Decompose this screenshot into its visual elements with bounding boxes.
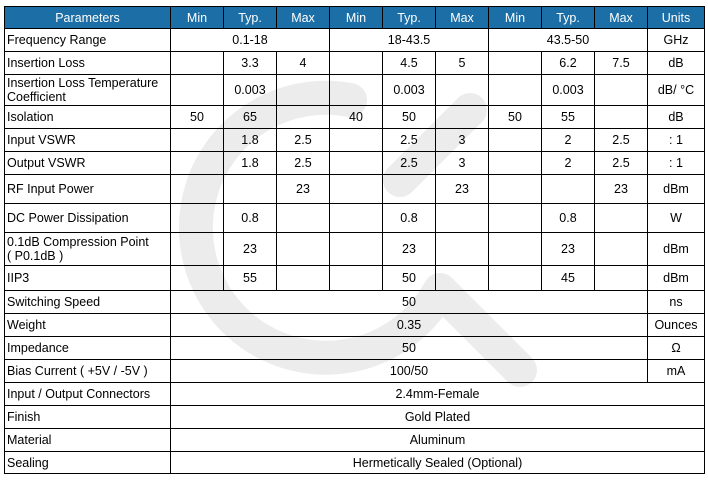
typ-1: 1.8 (224, 129, 277, 152)
row-finish (5, 406, 705, 429)
max-3 (595, 106, 648, 129)
header-units: Units (648, 7, 705, 29)
typ-3: 0.8 (542, 204, 595, 233)
min-2 (330, 152, 383, 175)
typ-3: 6.2 (542, 52, 595, 75)
typ-2: 2.5 (383, 129, 436, 152)
header-row (5, 7, 705, 29)
typ-1: 0.003 (224, 75, 277, 106)
row-connectors (5, 383, 705, 406)
value-cell: 50 (171, 337, 648, 360)
min-3 (489, 129, 542, 152)
param-label: Material (5, 429, 171, 452)
unit-cell: ns (648, 291, 705, 314)
min-2 (330, 233, 383, 266)
param-label: Finish (5, 406, 171, 429)
unit-cell: W (648, 204, 705, 233)
value-cell: Hermetically Sealed (Optional) (171, 452, 705, 474)
unit-cell: : 1 (648, 152, 705, 175)
row-insertion-loss-temp-coeff (5, 75, 705, 106)
min-3 (489, 266, 542, 291)
typ-3: 2 (542, 129, 595, 152)
band-2-range: 18-43.5 (330, 29, 489, 52)
row-material (5, 429, 705, 452)
max-2 (436, 204, 489, 233)
row-input-vswr (5, 129, 705, 152)
min-2 (330, 204, 383, 233)
min-1 (171, 75, 224, 106)
min-1 (171, 266, 224, 291)
max-1 (277, 266, 330, 291)
row-rf-input-power (5, 175, 705, 204)
unit-cell: Ounces (648, 314, 705, 337)
value-cell: Aluminum (171, 429, 705, 452)
min-1 (171, 233, 224, 266)
value-cell: 100/50 (171, 360, 648, 383)
header-typ-1: Typ. (224, 7, 277, 29)
row-output-vswr (5, 152, 705, 175)
typ-1: 0.8 (224, 204, 277, 233)
row-isolation (5, 106, 705, 129)
param-label-line1: 0.1dB Compression Point (7, 235, 149, 249)
header-min-3: Min (489, 7, 542, 29)
min-1 (171, 52, 224, 75)
typ-2: 0.003 (383, 75, 436, 106)
max-3: 7.5 (595, 52, 648, 75)
typ-1 (224, 175, 277, 204)
typ-2: 0.8 (383, 204, 436, 233)
header-min-1: Min (171, 7, 224, 29)
header-typ-3: Typ. (542, 7, 595, 29)
max-1: 2.5 (277, 129, 330, 152)
typ-1: 3.3 (224, 52, 277, 75)
specifications-table (4, 6, 705, 474)
min-3: 50 (489, 106, 542, 129)
max-1 (277, 204, 330, 233)
header-parameters: Parameters (5, 7, 171, 29)
max-3: 2.5 (595, 152, 648, 175)
param-label: Impedance (5, 337, 171, 360)
max-2: 23 (436, 175, 489, 204)
typ-1: 23 (224, 233, 277, 266)
max-2 (436, 266, 489, 291)
value-cell: 50 (171, 291, 648, 314)
row-sealing (5, 452, 705, 474)
row-insertion-loss (5, 52, 705, 75)
max-2 (436, 233, 489, 266)
max-2 (436, 106, 489, 129)
unit-cell: dBm (648, 266, 705, 291)
typ-1: 65 (224, 106, 277, 129)
min-3 (489, 175, 542, 204)
min-3 (489, 233, 542, 266)
param-label: DC Power Dissipation (5, 204, 171, 233)
unit-cell: : 1 (648, 129, 705, 152)
param-label: Bias Current ( +5V / -5V ) (5, 360, 171, 383)
header-max-1: Max (277, 7, 330, 29)
param-label: Switching Speed (5, 291, 171, 314)
row-impedance (5, 337, 705, 360)
max-2: 5 (436, 52, 489, 75)
band-1-range: 0.1-18 (171, 29, 330, 52)
max-1 (277, 106, 330, 129)
row-dc-power-dissipation (5, 204, 705, 233)
unit-cell: Ω (648, 337, 705, 360)
min-2 (330, 75, 383, 106)
max-2 (436, 75, 489, 106)
band-3-range: 43.5-50 (489, 29, 648, 52)
max-1 (277, 75, 330, 106)
max-2: 3 (436, 129, 489, 152)
min-1 (171, 204, 224, 233)
param-label: Weight (5, 314, 171, 337)
min-2 (330, 129, 383, 152)
unit-cell: dB (648, 106, 705, 129)
max-3 (595, 204, 648, 233)
param-label: RF Input Power (5, 175, 171, 204)
min-2: 40 (330, 106, 383, 129)
typ-2: 50 (383, 106, 436, 129)
max-3 (595, 75, 648, 106)
min-3 (489, 75, 542, 106)
typ-1: 55 (224, 266, 277, 291)
param-label: Isolation (5, 106, 171, 129)
min-1 (171, 152, 224, 175)
param-label: Sealing (5, 452, 171, 474)
row-weight (5, 314, 705, 337)
max-2: 3 (436, 152, 489, 175)
min-3 (489, 52, 542, 75)
max-1: 23 (277, 175, 330, 204)
max-3: 2.5 (595, 129, 648, 152)
min-1: 50 (171, 106, 224, 129)
typ-2: 50 (383, 266, 436, 291)
max-1: 2.5 (277, 152, 330, 175)
param-label: Output VSWR (5, 152, 171, 175)
row-switching-speed (5, 291, 705, 314)
row-frequency-range (5, 29, 705, 52)
header-typ-2: Typ. (383, 7, 436, 29)
param-label: Input / Output Connectors (5, 383, 171, 406)
typ-3 (542, 175, 595, 204)
header-max-3: Max (595, 7, 648, 29)
unit-cell: dB/ °C (648, 75, 705, 106)
param-label: Frequency Range (5, 29, 171, 52)
typ-2: 4.5 (383, 52, 436, 75)
max-1 (277, 233, 330, 266)
typ-1: 1.8 (224, 152, 277, 175)
typ-3: 23 (542, 233, 595, 266)
typ-3: 0.003 (542, 75, 595, 106)
header-min-2: Min (330, 7, 383, 29)
min-2 (330, 175, 383, 204)
row-compression-point (5, 233, 705, 266)
min-1 (171, 129, 224, 152)
unit-cell: dB (648, 52, 705, 75)
param-label: Input VSWR (5, 129, 171, 152)
min-3 (489, 204, 542, 233)
param-label: IIP3 (5, 266, 171, 291)
unit-cell: mA (648, 360, 705, 383)
max-3 (595, 233, 648, 266)
typ-3: 2 (542, 152, 595, 175)
typ-3: 45 (542, 266, 595, 291)
value-cell: 0.35 (171, 314, 648, 337)
param-label: Insertion Loss (5, 52, 171, 75)
value-cell: 2.4mm-Female (171, 383, 705, 406)
min-2 (330, 52, 383, 75)
header-max-2: Max (436, 7, 489, 29)
spec-table-wrapper (4, 6, 705, 474)
max-1: 4 (277, 52, 330, 75)
param-label: Insertion Loss Temperature Coefficient (5, 75, 171, 106)
value-cell: Gold Plated (171, 406, 705, 429)
typ-2: 2.5 (383, 152, 436, 175)
max-3: 23 (595, 175, 648, 204)
min-1 (171, 175, 224, 204)
min-2 (330, 266, 383, 291)
param-label-line2: ( P0.1dB ) (7, 249, 64, 263)
param-label (5, 233, 171, 266)
typ-3: 55 (542, 106, 595, 129)
row-iip3 (5, 266, 705, 291)
typ-2: 23 (383, 233, 436, 266)
max-3 (595, 266, 648, 291)
typ-2 (383, 175, 436, 204)
unit-cell: dBm (648, 175, 705, 204)
row-bias-current (5, 360, 705, 383)
unit-cell: dBm (648, 233, 705, 266)
unit-cell: GHz (648, 29, 705, 52)
min-3 (489, 152, 542, 175)
